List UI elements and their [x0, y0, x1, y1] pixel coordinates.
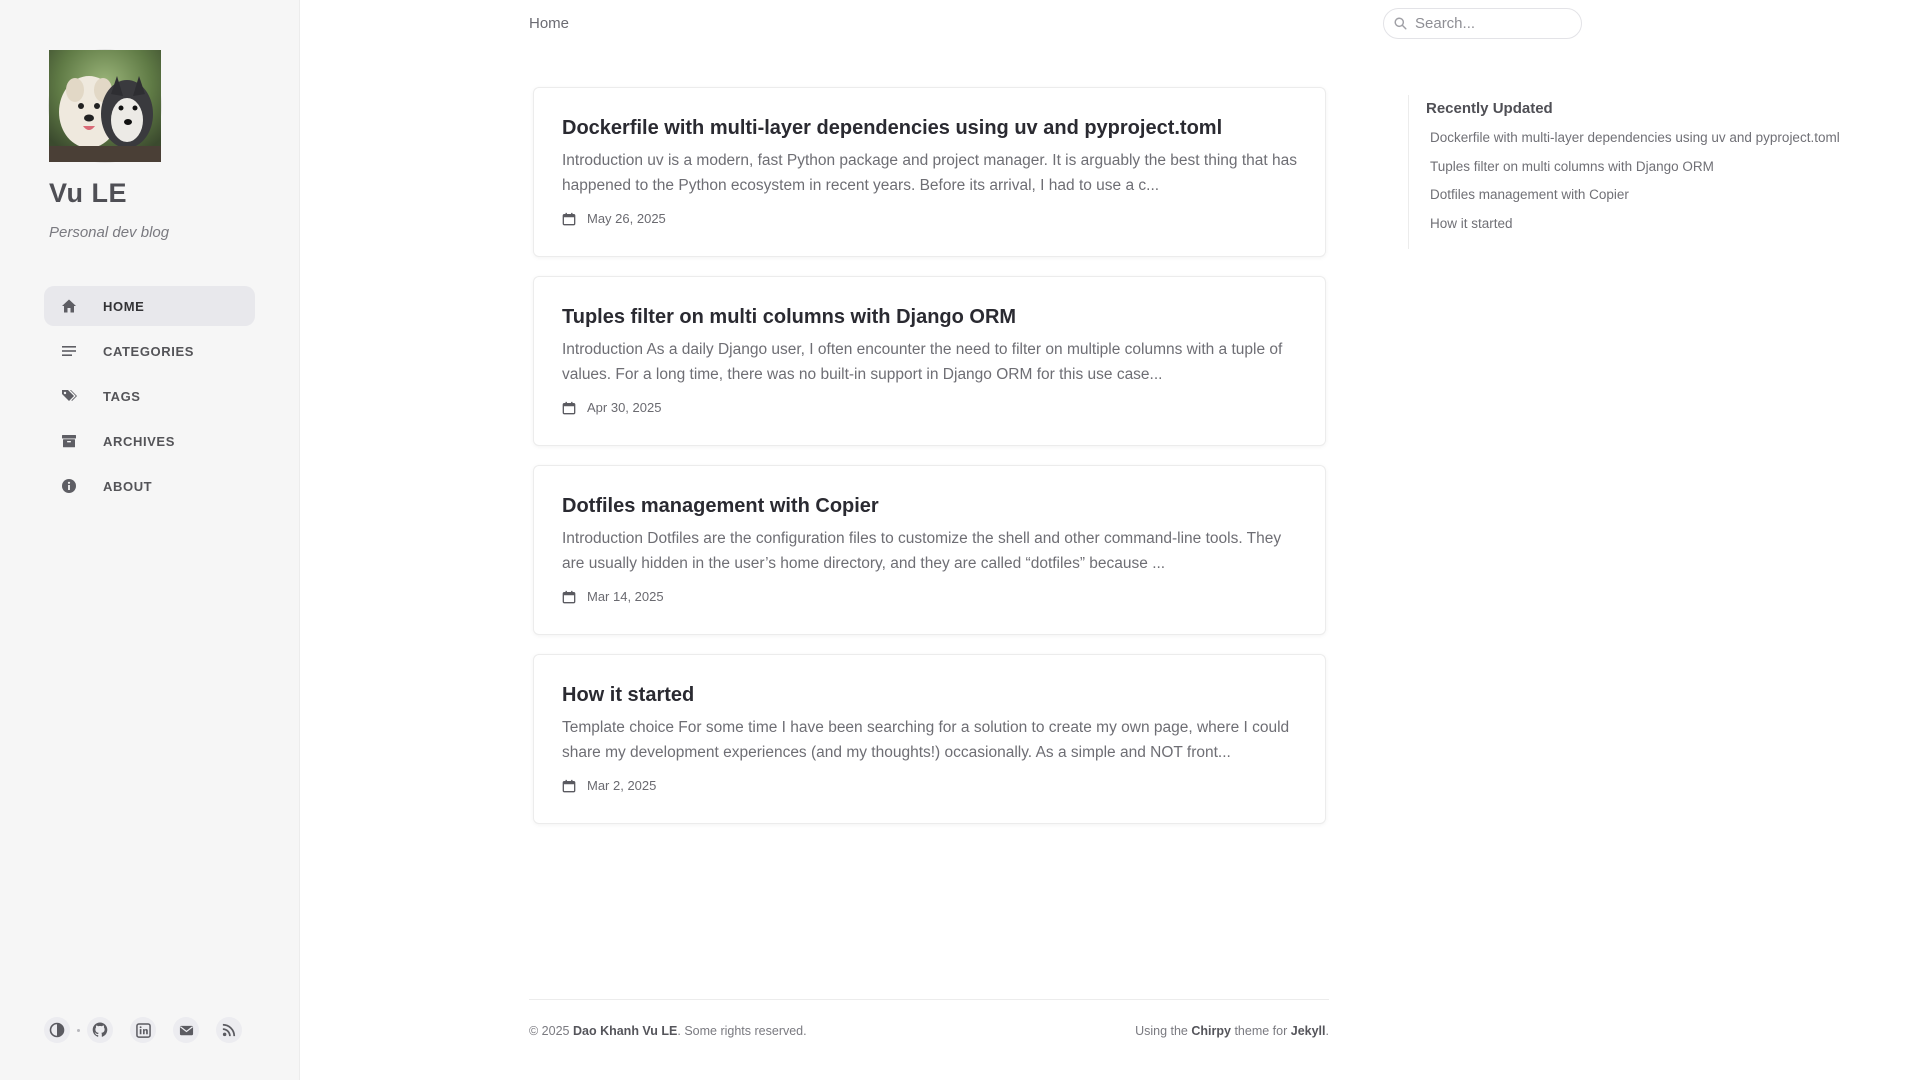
rss-link[interactable]	[216, 1017, 242, 1043]
sidebar-item-home[interactable]	[44, 286, 255, 326]
linkedin-icon	[136, 1023, 151, 1038]
recently-updated-panel	[1408, 95, 1840, 249]
copyright-year: © 2025	[529, 1024, 570, 1038]
theme-link[interactable]: Chirpy	[1191, 1024, 1231, 1038]
breadcrumb: Home	[529, 15, 570, 32]
post-date: May 26, 2025	[587, 211, 666, 226]
footer-copyright	[529, 1024, 807, 1038]
email-icon	[179, 1023, 194, 1038]
author-link[interactable]: Dao Khanh Vu LE	[572, 1024, 678, 1038]
sidebar-nav	[44, 286, 255, 511]
sidebar-item-tags[interactable]	[44, 376, 255, 416]
recent-post-link[interactable]: Dotfiles management with Copier	[1430, 187, 1629, 202]
sidebar-item-label: ABOUT	[103, 478, 153, 494]
archive-icon	[61, 433, 77, 449]
theme-toggle-button[interactable]	[44, 1017, 70, 1043]
sidebar-item-categories[interactable]	[44, 331, 255, 371]
rss-icon	[222, 1023, 236, 1037]
sidebar-item-label: HOME	[103, 298, 145, 314]
post-list	[533, 87, 1326, 843]
post-meta	[562, 211, 1297, 226]
avatar-image	[49, 50, 161, 162]
sidebar-item-label: ARCHIVES	[103, 433, 175, 449]
info-icon	[61, 478, 77, 494]
site-title[interactable]: Vu LE	[49, 178, 128, 208]
theme-for-text: theme for	[1234, 1024, 1288, 1038]
panel-heading: Recently Updated	[1426, 100, 1553, 117]
using-text: Using the	[1135, 1024, 1188, 1038]
list-icon	[61, 343, 77, 359]
topbar	[299, 0, 1920, 50]
footer-credits	[1135, 1024, 1329, 1038]
post-card[interactable]	[533, 654, 1326, 824]
post-date: Mar 14, 2025	[587, 589, 664, 604]
jekyll-link[interactable]: Jekyll	[1290, 1024, 1326, 1038]
theme-toggle-icon	[49, 1022, 65, 1038]
avatar[interactable]	[49, 50, 161, 162]
post-excerpt: Introduction uv is a modern, fast Python package and project manager. It is arguably the best thing that has happened to the Python ecosystem in recent years. Before its arrival, I had to use a c...	[562, 152, 1297, 194]
linkedin-link[interactable]	[130, 1017, 156, 1043]
post-excerpt: Template choice For some time I have been searching for a solution to create my own page, where I could share my development experiences (and my thoughts!) occasionally. As a simple and NOT front...	[562, 719, 1290, 761]
search-box[interactable]	[1383, 8, 1582, 39]
post-title[interactable]: Dotfiles management with Copier	[562, 495, 879, 517]
rights-text: . Some rights reserved.	[677, 1024, 807, 1038]
post-card[interactable]	[533, 276, 1326, 446]
home-icon	[61, 298, 77, 314]
post-excerpt: Introduction As a daily Django user, I often encounter the need to filter on multiple columns with a tuple of values. For a long time, there was no built-in support in Django ORM for this use case...	[562, 341, 1283, 383]
recent-post-link[interactable]: How it started	[1430, 215, 1513, 231]
calendar-icon	[562, 779, 576, 793]
email-link[interactable]	[173, 1017, 199, 1043]
separator-dot	[77, 1029, 80, 1032]
sidebar-item-archives[interactable]	[44, 421, 255, 461]
footer-period: .	[1325, 1024, 1329, 1038]
post-title[interactable]: How it started	[562, 684, 695, 706]
site-subtitle: Personal dev blog	[49, 224, 170, 241]
calendar-icon	[562, 212, 576, 226]
post-title[interactable]: Dockerfile with multi-layer dependencies using uv and pyproject.toml	[562, 117, 1223, 139]
sidebar-bottom	[44, 1017, 259, 1043]
post-date: Apr 30, 2025	[587, 400, 662, 415]
sidebar-item-about[interactable]	[44, 466, 255, 506]
sidebar-item-label: CATEGORIES	[103, 343, 194, 359]
search-input[interactable]	[1413, 14, 1567, 33]
tags-icon	[61, 388, 77, 404]
post-date: Mar 2, 2025	[587, 778, 657, 793]
sidebar-item-label: TAGS	[103, 388, 141, 404]
calendar-icon	[562, 401, 576, 415]
github-link[interactable]	[87, 1017, 113, 1043]
post-title[interactable]: Tuples filter on multi columns with Django ORM	[562, 306, 1017, 328]
recent-post-link[interactable]: Dockerfile with multi-layer dependencies using uv and pyproject.toml	[1430, 130, 1840, 145]
post-meta	[562, 400, 1297, 415]
post-card[interactable]	[533, 87, 1326, 257]
sidebar	[0, 0, 300, 1080]
search-icon	[1394, 17, 1407, 30]
recent-post-link[interactable]: Tuples filter on multi columns with Django ORM	[1430, 158, 1714, 174]
post-card[interactable]	[533, 465, 1326, 635]
post-meta	[562, 778, 1297, 793]
footer	[529, 999, 1329, 1038]
post-meta	[562, 589, 1297, 604]
post-excerpt: Introduction Dotfiles are the configuration files to customize the shell and other command-line tools. They are usually hidden in the user’s home directory, and they are called “dotfiles” because ...	[562, 530, 1282, 572]
github-icon	[92, 1022, 108, 1038]
calendar-icon	[562, 590, 576, 604]
